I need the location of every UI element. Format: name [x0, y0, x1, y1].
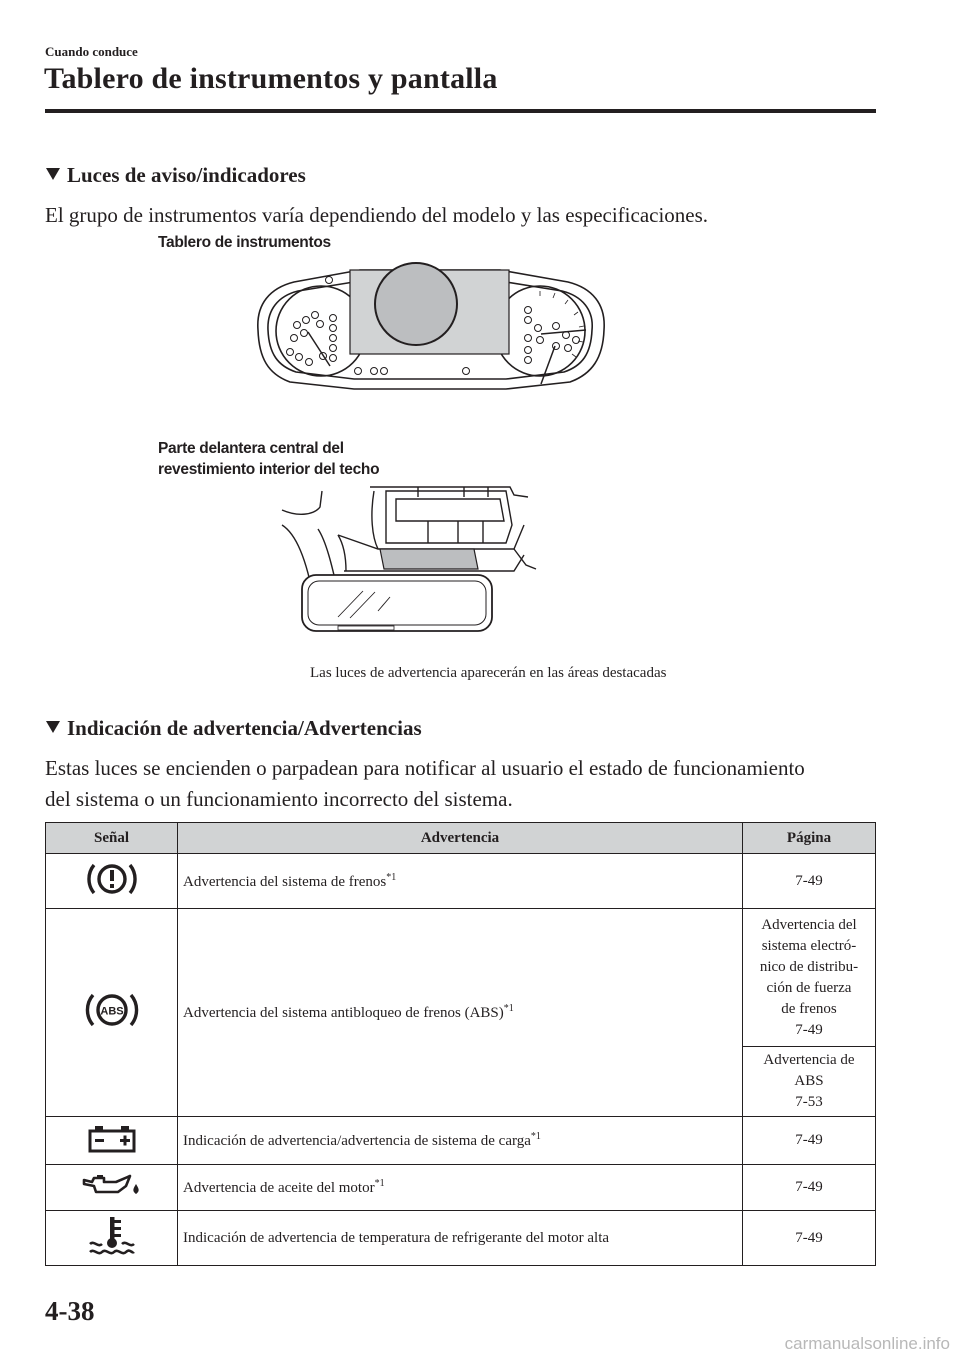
footnote-marker: *1	[503, 1003, 514, 1014]
table-header-row	[46, 823, 876, 854]
warning-text: Advertencia del sistema antibloqueo de frenos (ABS)	[183, 1005, 504, 1021]
brake-warning-icon	[84, 859, 140, 899]
warning-text: Indicación de advertencia de temperatura de refrigerante del motor alta	[183, 1229, 610, 1246]
page-ref: 7-49	[743, 854, 876, 909]
warning-text: Indicación de advertencia/advertencia de sistema de carga	[183, 1133, 531, 1149]
footnote-marker: *1	[530, 1131, 541, 1142]
page-ref: 7-49	[743, 1117, 876, 1165]
abs-warning-icon	[82, 989, 142, 1031]
roof-console-illustration	[278, 485, 543, 635]
instrument-cluster-illustration	[250, 258, 610, 398]
page-ref: 7-49	[743, 1211, 876, 1266]
page-ref: 7-49	[743, 1165, 876, 1211]
title-divider	[45, 109, 876, 113]
section-heading-lights: Luces de aviso/indicadores	[46, 163, 306, 188]
footnote-marker: *1	[374, 1178, 385, 1189]
table-row	[46, 1165, 876, 1211]
coolant-temperature-icon	[84, 1214, 140, 1258]
engine-oil-icon	[80, 1172, 144, 1198]
section-intro-lights: El grupo de instrumentos varía dependiendo del modelo y las especificaciones.	[45, 203, 709, 227]
page-title: Tablero de instrumentos y pantalla	[44, 62, 498, 95]
table-row	[46, 854, 876, 909]
col-header-page: Página	[743, 823, 876, 854]
warning-lights-table	[45, 822, 876, 1266]
page-ref: Advertencia del sistema electró- nico de distribu- ción de fuerza de frenos 7-49	[743, 909, 876, 1047]
warning-text: Advertencia del sistema de frenos	[183, 873, 387, 890]
triangle-bullet-icon	[46, 168, 60, 180]
svg-text:ABS: ABS	[99, 1005, 124, 1018]
battery-charge-icon	[84, 1123, 140, 1153]
page-number: 4-38	[45, 1296, 95, 1326]
table-row	[46, 1117, 876, 1165]
watermark: carmanualsonline.info	[784, 1334, 950, 1353]
figure-caption: Las luces de advertencia aparecerán en las áreas destacadas	[310, 665, 667, 681]
warning-text: Advertencia de aceite del motor	[183, 1180, 375, 1196]
section-label: Cuando conduce	[45, 44, 138, 59]
section-heading-warnings: Indicación de advertencia/Advertencias	[46, 716, 422, 741]
col-header-warning: Advertencia	[178, 823, 743, 854]
figure-label-roof: Parte delantera central del revestimiento interior del techo	[158, 440, 380, 478]
footnote-marker: *1	[386, 871, 397, 883]
page-ref: Advertencia de ABS 7-53	[743, 1047, 876, 1117]
triangle-bullet-icon	[46, 721, 60, 733]
table-row	[46, 909, 876, 1047]
table-row	[46, 1211, 876, 1266]
section-intro-warnings: Estas luces se encienden o parpadean para notificar al usuario el estado de funcionamiento del sistema o un funcionamiento incorrecto del sistema.	[45, 756, 805, 811]
figure-label-cluster: Tablero de instrumentos	[158, 234, 331, 251]
col-header-signal: Señal	[46, 823, 178, 854]
